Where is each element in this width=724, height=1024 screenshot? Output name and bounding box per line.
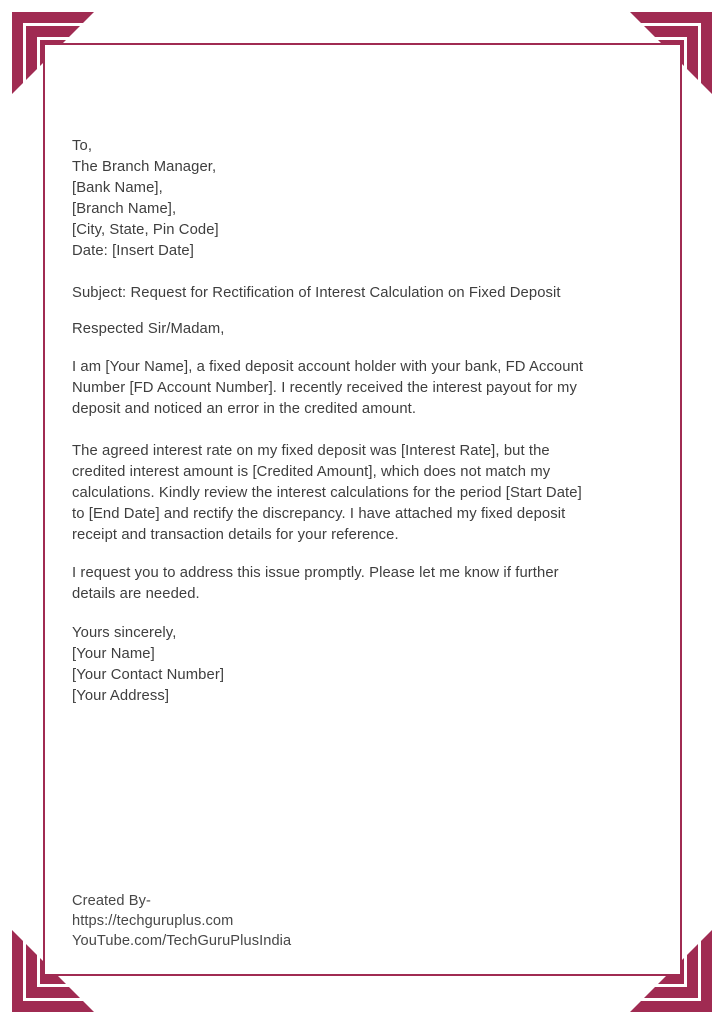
recipient-address-block	[72, 136, 672, 262]
subject-line: Subject: Request for Rectification of Interest Calculation on Fixed Deposit	[72, 285, 561, 301]
footer-credits	[72, 891, 672, 951]
paragraph-line: deposit and noticed an error in the credited amount.	[72, 401, 417, 417]
paragraph-line: receipt and transaction details for your reference.	[72, 527, 399, 543]
paragraph-line: I request you to address this issue promptly. Please let me know if further	[72, 565, 559, 581]
subject-block	[72, 283, 672, 304]
closing-line: [Your Contact Number]	[72, 667, 225, 683]
salutation-line: Respected Sir/Madam,	[72, 321, 225, 337]
paragraph-line: credited interest amount is [Credited Amount], which does not match my	[72, 464, 551, 480]
paragraph-line: I am [Your Name], a fixed deposit account holder with your bank, FD Account	[72, 359, 584, 375]
footer-youtube-url: YouTube.com/TechGuruPlusIndia	[72, 933, 292, 949]
body-paragraph-2	[72, 441, 672, 546]
recipient-line: The Branch Manager,	[72, 159, 217, 175]
paragraph-line: Number [FD Account Number]. I recently received the interest payout for my	[72, 380, 577, 396]
recipient-line: To,	[72, 138, 93, 154]
footer-website-url: https://techguruplus.com	[72, 913, 234, 929]
paragraph-line: details are needed.	[72, 586, 200, 602]
closing-block	[72, 623, 672, 707]
recipient-line: [Branch Name],	[72, 201, 177, 217]
body-paragraph-3	[72, 563, 672, 605]
paragraph-line: to [End Date] and rectify the discrepancy. I have attached my fixed deposit	[72, 506, 566, 522]
date-line: Date: [Insert Date]	[72, 243, 194, 259]
paragraph-line: The agreed interest rate on my fixed deposit was [Interest Rate], but the	[72, 443, 550, 459]
salutation-block	[72, 319, 672, 340]
recipient-line: [City, State, Pin Code]	[72, 222, 219, 238]
footer-created-by: Created By-	[72, 893, 151, 909]
closing-line: [Your Address]	[72, 688, 170, 704]
body-paragraph-1	[72, 357, 672, 420]
closing-line: [Your Name]	[72, 646, 155, 662]
closing-line: Yours sincerely,	[72, 625, 177, 641]
paragraph-line: calculations. Kindly review the interest calculations for the period [Start Date]	[72, 485, 582, 501]
recipient-line: [Bank Name],	[72, 180, 163, 196]
